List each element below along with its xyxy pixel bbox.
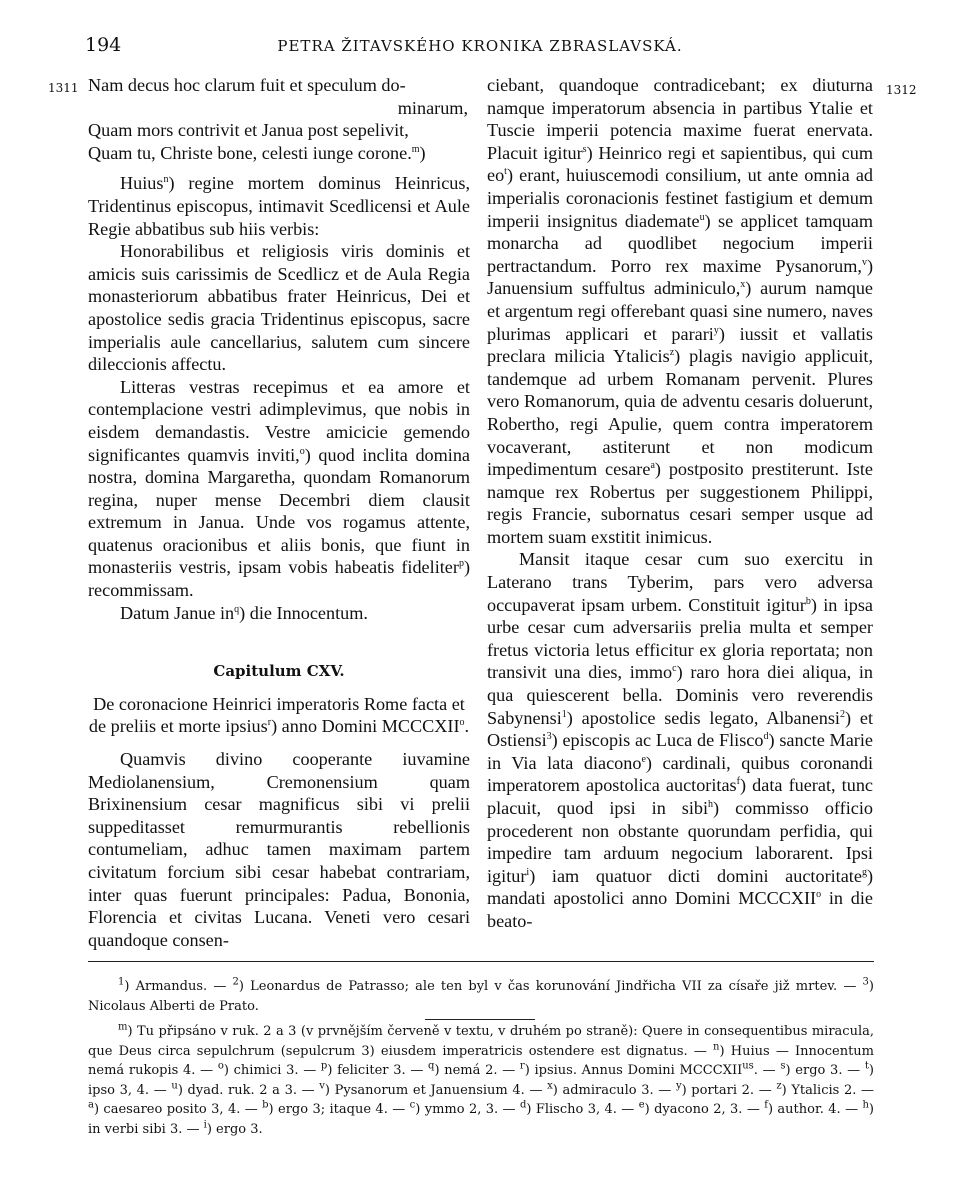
verse-line: Quam tu, Christe bone, celesti iunge corone.$^m$): [88, 142, 426, 163]
paragraph: Huius$^n$) regine mortem dominus Heinricus, Tridentinus episcopus, intimavit Scedlicensi et Aule Regie abbatibus sub hiis verbis:: [88, 173, 470, 239]
note-marker: n: [163, 174, 169, 186]
footnotes-numbered: [88, 977, 874, 1016]
left-column: [88, 74, 470, 951]
note-marker: o: [299, 445, 305, 457]
footnote-text: $^m$) Tu připsáno v ruk. 2 a 3 (v prvnějším červeně v textu, v druhém po straně): Quere in consequentibus miracula, que Deus circa sepulchrum (sepulcrum 3) eiusdem imperatricis ostendere est dignatus. — $^n$) Huius — Innocentum nemá rukopis 4. — $^o$) chimici 3. — $^p$) feliciter 3. — $^q$) nemá 2. — $^r$) ipsius. Annus Domini $MCCCXII^{us}$. — $^s$) ergo 3. — $^t$) ipso 3, 4. — $^u$) dyad. ruk. 2 a 3. — $^v$) Pysanorum et Januensium 4. — $^x$) admiraculo 3. — $^y$) portari 2. — $^z$) Ytalicis 2. — $^a$) caesareo posito 3, 4. — $^b$) ergo 3; itaque 4. — $^c$) ymmo 2, 3. — $^d$) Flischo 3, 4. — $^e$) dyacono 2, 3. — $^f$) author. 4. — $^h$) in verbi sibi 3. — $^i$) ergo 3.: [88, 1021, 875, 1137]
year-marker-right: 1312: [886, 83, 917, 97]
footnote-divider-short: [425, 1019, 535, 1020]
verse-line-continuation: minarum,: [397, 97, 468, 118]
paragraph: Quamvis divino cooperante iuvamine Mediolanensium, Cremonensium quam Brixinensium cesar magnificus sibi vi prelii suppeditasset remurmurantis rebellionis contumeliam, adhuc tamen maximam partem civitatum forcium sibi cesar habebat contrariam, inter quas fuerunt principales: Padua, Bononia, Florencia et civitas Lucana. Veneti vero cesari quandoque consen-: [88, 749, 470, 950]
chapter-heading: Capitulum CXV.: [213, 662, 345, 681]
running-title: PETRA ŽITAVSKÉHO KRONIKA ZBRASLAVSKÁ.: [277, 37, 683, 55]
page-header: [85, 34, 875, 58]
year-marker-left: 1311: [48, 81, 79, 95]
paragraph: ciebant, quandoque contradicebant; ex diuturna namque imperatorum absencia in partibus Ytalie et Tuscie imperii potencia maxime fuerat enervata. Placuit igitur$^s$) Heinrico regi et sapientibus, qui cum $eo^t$) erant, huiuscemodi consilium, ut ante omnia ad imperialis coronacionis festinet fastigium et demum imperii insignitus diademate$^u$) se applicet tamquam monarcha ad quodlibet negocium imperii pertractandum. Porro rex maxime Pysanorum,$^v$) Januensium suffultus adminiculo,$^x$) aurum namque et argentum regi offerebant quasi sine numero, naves plurimas applicari et parari$^y$) iussit et vallatis preclara milicia Ytalicis$^z$) plagis navigio applicuit, tandemque ad urbem Romanam pervenit. Plures vero Romanorum, quia de adventu cesaris doluerunt, Robertho, regi Apulie, quem contra imperatorem vocaverant, astiterunt et non modicum impedimentum cesare$^a$) postposito prestiterunt. Iste namque rex Robertus per suggestionem Philippi, regis Francie, subornatus cesari semper usque ad mortem suam exstitit inimicus.: [487, 75, 874, 547]
page-number: 194: [85, 34, 122, 56]
note-marker: m: [411, 143, 420, 155]
letter-greeting: Honorabilibus et religiosis viris dominis et amicis suis carissimis de Scedlicz et de Aula Regia monasteriorum abbatibus frater Heinricus, Dei et apostolice sedis gracia Tridentinus episcopus, sacre imperialis aule cancellarius, salutem cum sincere dileccionis affectu.: [88, 241, 470, 375]
letter-date: Datum Janue $in^q$) die Innocentum.: [120, 602, 368, 623]
note-marker: q: [234, 603, 240, 615]
paragraph: Mansit itaque cesar cum suo exercitu in Laterano trans Tyberim, pars vero adversa occupaverat ipsam urbem. Constituit igitur$^b$) in ipsa urbe cesar cum adversariis prelia multa et semper fretus victoria letus efficitur ex gloria reportata; non transivit una dies, immo$^c$) raro hora diei aliqua, in qua quiescerent bella. Dominis vero reverendis Sabynensi$^1$) apostolice sedis legato, Albanensi$^2$) et Ostiensi$^3$) episcopis ac Luca de Flisco$^d$) sancte Marie in Via lata diacono$^e$) cardinali, quibus coronandi imperatorem apostolica auctoritas$^f$) data fuerat, tunc placuit, quod ipsi in sibi$^h$) commisso officio procederent non obstante quorundam perfidia, qui impedire tam arduum negocium laborarent. Ipsi igitur$^i$) iam quatuor dicti domini auctoritate$^g$) mandati apostolici anno Domini MCCCXII$^o$ in die beato-: [487, 549, 874, 931]
note-marker: p: [458, 558, 464, 570]
footnotes-critical: [88, 1022, 874, 1140]
chapter-title: De coronacione Heinrici imperatoris Rome facta et de preliis et morte ipsius$^r$) anno Domini MCCCXII$^o$.: [88, 693, 470, 737]
verse-line: Quam mors contrivit et Janua post sepelivit,: [88, 120, 409, 141]
note-marker: r: [267, 717, 272, 729]
footnote-divider: [88, 961, 874, 962]
verse-block: [88, 74, 470, 164]
footnote-text: $^1$) Armandus. — $^2$) Leonardus de Patrasso; ale ten byl v čas korunování Jindřicha VII za císaře již mrtev. — $^3$) Nicolaus Alberti de Prato.: [88, 976, 874, 1014]
verse-line: Nam decus hoc clarum fuit et speculum do-: [88, 75, 406, 95]
right-column: [487, 74, 873, 933]
letter-body: Litteras vestras recepimus et ea amore et contemplacione vestri adimplevimus, que nobis in eisdem demandastis. Vestre amicicie gemendo significantes quamvis inviti,$^o$) quod inclita domina nostra, domina Margaretha, quondam Romanorum regina, nuper mense Decembri diem clausit extremum in Janua. Unde vos rogamus attente, quatenus oracionibus et aliis bonis, que fiunt in monasteriis vestris, ipsam vobis habeatis fideliter$^p$) recommissam.: [88, 376, 470, 601]
